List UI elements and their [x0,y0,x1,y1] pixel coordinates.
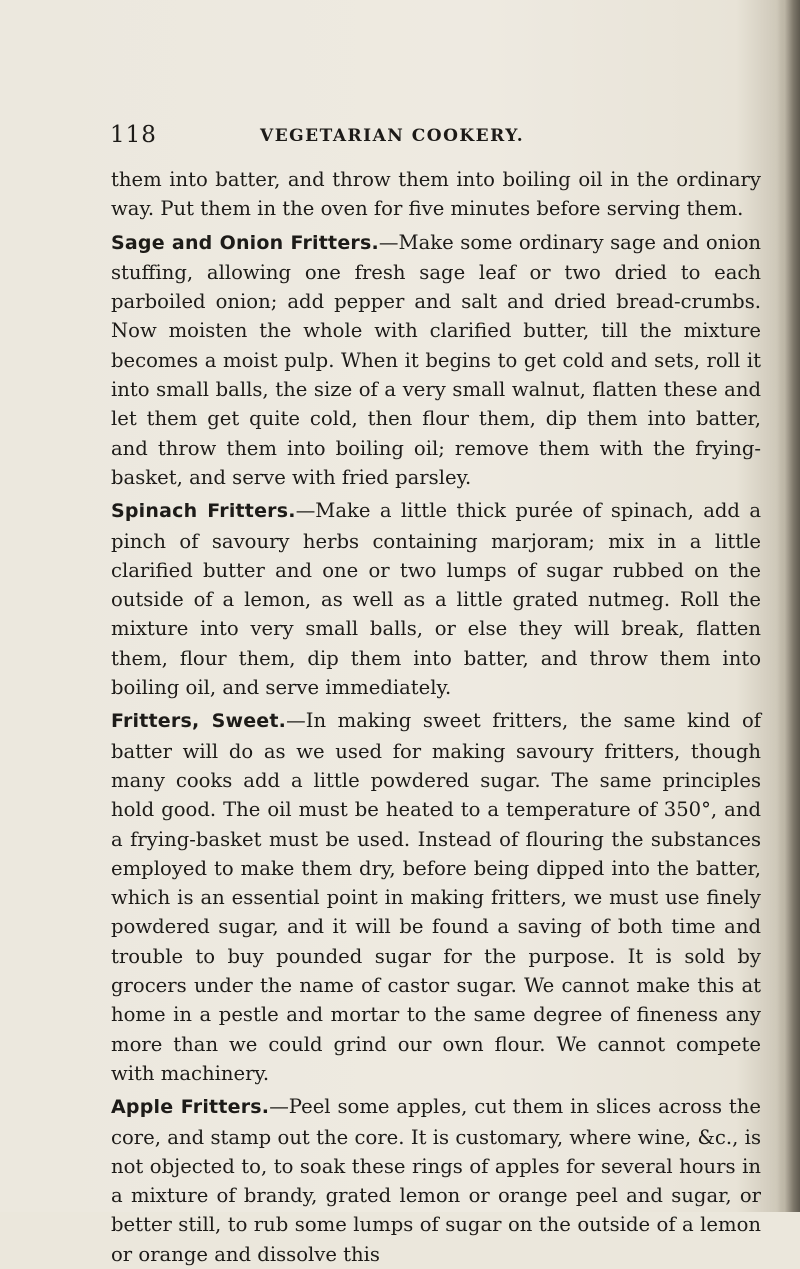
recipe-heading: Spinach Fritters. [111,500,296,523]
paragraph-apple-fritters [111,1092,761,1269]
recipe-heading: Sage and Onion Fritters. [111,231,379,254]
paragraph-text: them into batter, and throw them into boiling oil in the ordinary way. Put them in the oven for five minutes before serving them. [111,168,761,221]
page-edge-shadow [778,0,800,1212]
paragraph-sage-onion-fritters [111,228,761,493]
paragraph-continuation [111,165,761,224]
paragraph-spinach-fritters [111,496,761,702]
body-text [111,165,761,1269]
paragraph-text: —Make some ordinary sage and onion stuffing, allowing one fresh sage leaf or two dried to each parboiled onion; add pepper and salt and dried bread-crumbs. Now moisten the whole with clarified butter, till the mixture becomes a moist pulp. When it begins to get cold and sets, roll it into small balls, the size of a very small walnut, flatten these and let them get quite cold, then flour them, dip them into batter, and throw them into boiling oil; remove them with the frying-basket, and serve with fried parsley. [111,230,761,489]
paragraph-text: —Peel some apples, cut them in slices across the core, and stamp out the core. It is customary, where wine, &c., is not objected to, to soak these rings of apples for several hours in a mixture of brandy, grated lemon or orange peel and sugar, or better still, to rub some lumps of sugar on the outside of a lemon or orange and dissolve this [111,1095,762,1266]
paragraph-text: —In making sweet fritters, the same kind of batter will do as we used for making savoury fritters, though many cooks add a little powdered sugar. The same principles hold good. The oil must be heated to a temperature of 350°, and a frying-basket must be used. Instead of flouring the substances employed to make them dry, before being dipped into the batter, which is an essential point in making fritters, we must use finely powdered sugar, and it will be found a saving of both time and trouble to buy pounded sugar for the purpose. It is sold by grocers under the name of castor sugar. We cannot make this at home in a pestle and mortar to the same degree of fineness any more than we could grind our own flour. We cannot compete with machinery. [111,709,761,1085]
running-title: VEGETARIAN COOKERY. [260,126,525,146]
page-header [110,122,750,154]
recipe-heading: Apple Fritters. [111,1096,270,1119]
paragraph-text: —Make a little thick purée of spinach, add a pinch of savoury herbs containing marjoram; mix in a little clarified butter and one or two lumps of sugar rubbed on the outside of a lemon, as well as a little grated nutmeg. Roll the mixture into very small balls, or else they will break, flatten them, flour them, dip them into batter, and throw them into boiling oil, and serve immediately. [111,499,761,700]
paragraph-sweet-fritters [111,706,761,1088]
recipe-heading: Fritters, Sweet. [111,710,287,733]
page-number: 118 [110,122,157,148]
